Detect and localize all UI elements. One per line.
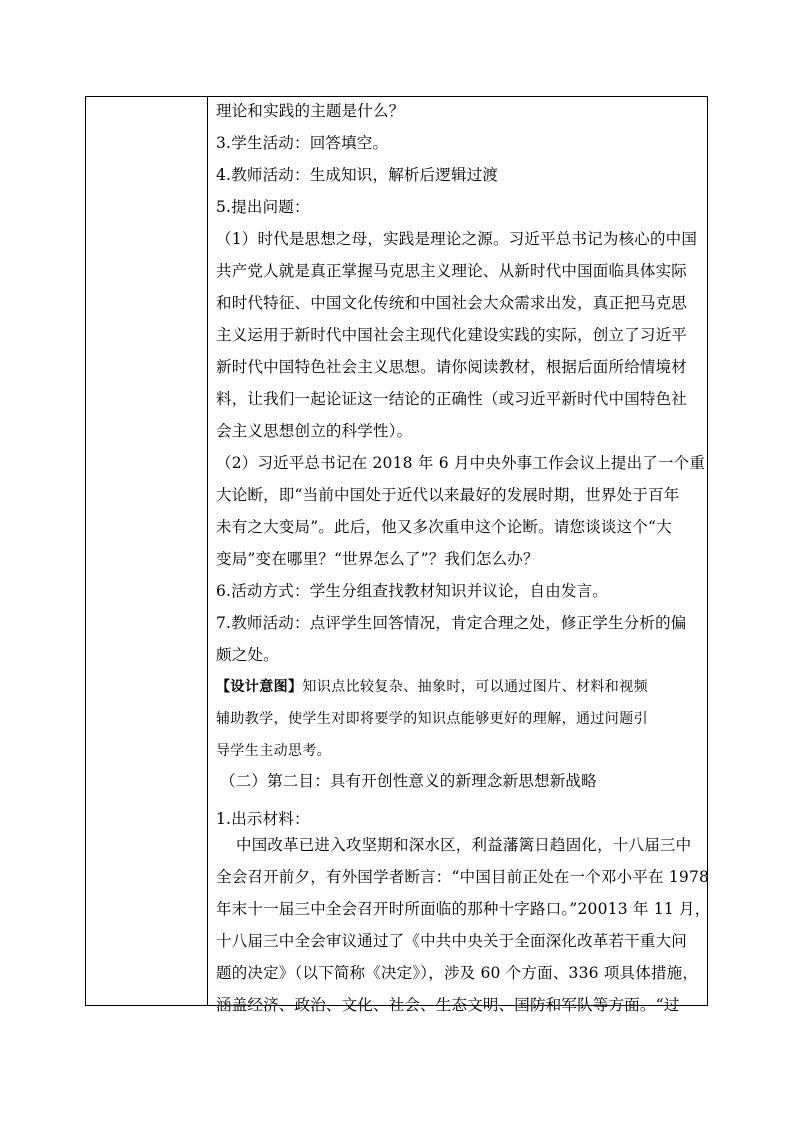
material-line: 题的决定》（以下简称《决定》），涉及 60 个方面、336 项具体措施， [216, 964, 699, 982]
design-intent-label: 【设计意图】 [216, 679, 303, 695]
material-line: 十八届三中全会审议通过了《中共中央关于全面深化改革若干重大问 [216, 932, 688, 950]
text-line: 6.活动方式：学生分组查找教材知识并议论，自由发言。 [216, 582, 608, 600]
table-left-cell [86, 97, 208, 1005]
material-line: 涵盖经济、政治、文化、社会、生态文明、国防和军队等方面。“过 [216, 996, 680, 1014]
material-line: 年末十一届三中全会召开时所面临的那种十字路口。”20013 年 11 月， [216, 900, 711, 918]
material-title: 1.出示材料： [216, 810, 310, 828]
text-line: 共产党人就是真正掌握马克思主义理论、从新时代中国面临具体实际 [216, 262, 688, 280]
design-intent-line: 辅助教学，使学生对即将要学的知识点能够更好的理解，通过问题引 [216, 711, 648, 727]
section-heading: （二）第二目：具有开创性意义的新理念新思想新战略 [220, 772, 597, 790]
text-line: （2）习近平总书记在 2018 年 6 月中央外事工作会议上提出了一个重 [216, 454, 706, 472]
text-line: 主义运用于新时代中国社会主现代化建设实践的实际，创立了习近平 [216, 326, 688, 344]
design-intent-line [216, 677, 701, 697]
table-right-cell [208, 97, 711, 1014]
text-line: 未有之大变局”。此后，他又多次重申这个论断。请您谈谈这个“大 [216, 518, 672, 536]
text-line: 3.学生活动：回答填空。 [216, 134, 389, 152]
text-line: 7.教师活动：点评学生回答情况，肯定合理之处，修正学生分析的偏 [216, 614, 687, 632]
text-line: 变局”变在哪里？“世界怎么了”？我们怎么办？ [216, 550, 539, 568]
text-line: 颇之处。 [216, 646, 279, 664]
text-line: 大论断，即“当前中国处于近代以来最好的发展时期，世界处于百年 [216, 486, 680, 504]
text-line: 5.提出问题： [216, 198, 310, 216]
text-line: 会主义思想创立的科学性）。 [216, 422, 413, 440]
text-line: 料，让我们一起论证这一结论的正确性（或习近平新时代中国特色社 [216, 390, 688, 408]
text-line: 和时代特征、中国文化传统和中国社会大众需求出发，真正把马克思 [216, 294, 688, 312]
text-line: （1）时代是思想之母，实践是理论之源。习近平总书记为核心的中国 [216, 230, 698, 248]
design-intent-line: 导学生主动思考。 [216, 743, 332, 759]
material-line: 中国改革已进入攻坚期和深水区，利益藩篱日趋固化，十八届三中 [236, 836, 692, 854]
text-line: 新时代中国特色社会主义思想。请你阅读教材，根据后面所给情境材 [216, 358, 688, 376]
material-line: 全会召开前夕，有外国学者断言：“中国目前正处在一个邓小平在 1978 [216, 868, 710, 886]
lesson-table [85, 96, 711, 1014]
text-line: 4.教师活动：生成知识，解析后逻辑过渡 [216, 166, 499, 184]
text-line: 理论和实践的主题是什么？ [216, 102, 405, 120]
design-intent-text: 知识点比较复杂、抽象时，可以通过图片、材料和视频 [302, 679, 649, 695]
